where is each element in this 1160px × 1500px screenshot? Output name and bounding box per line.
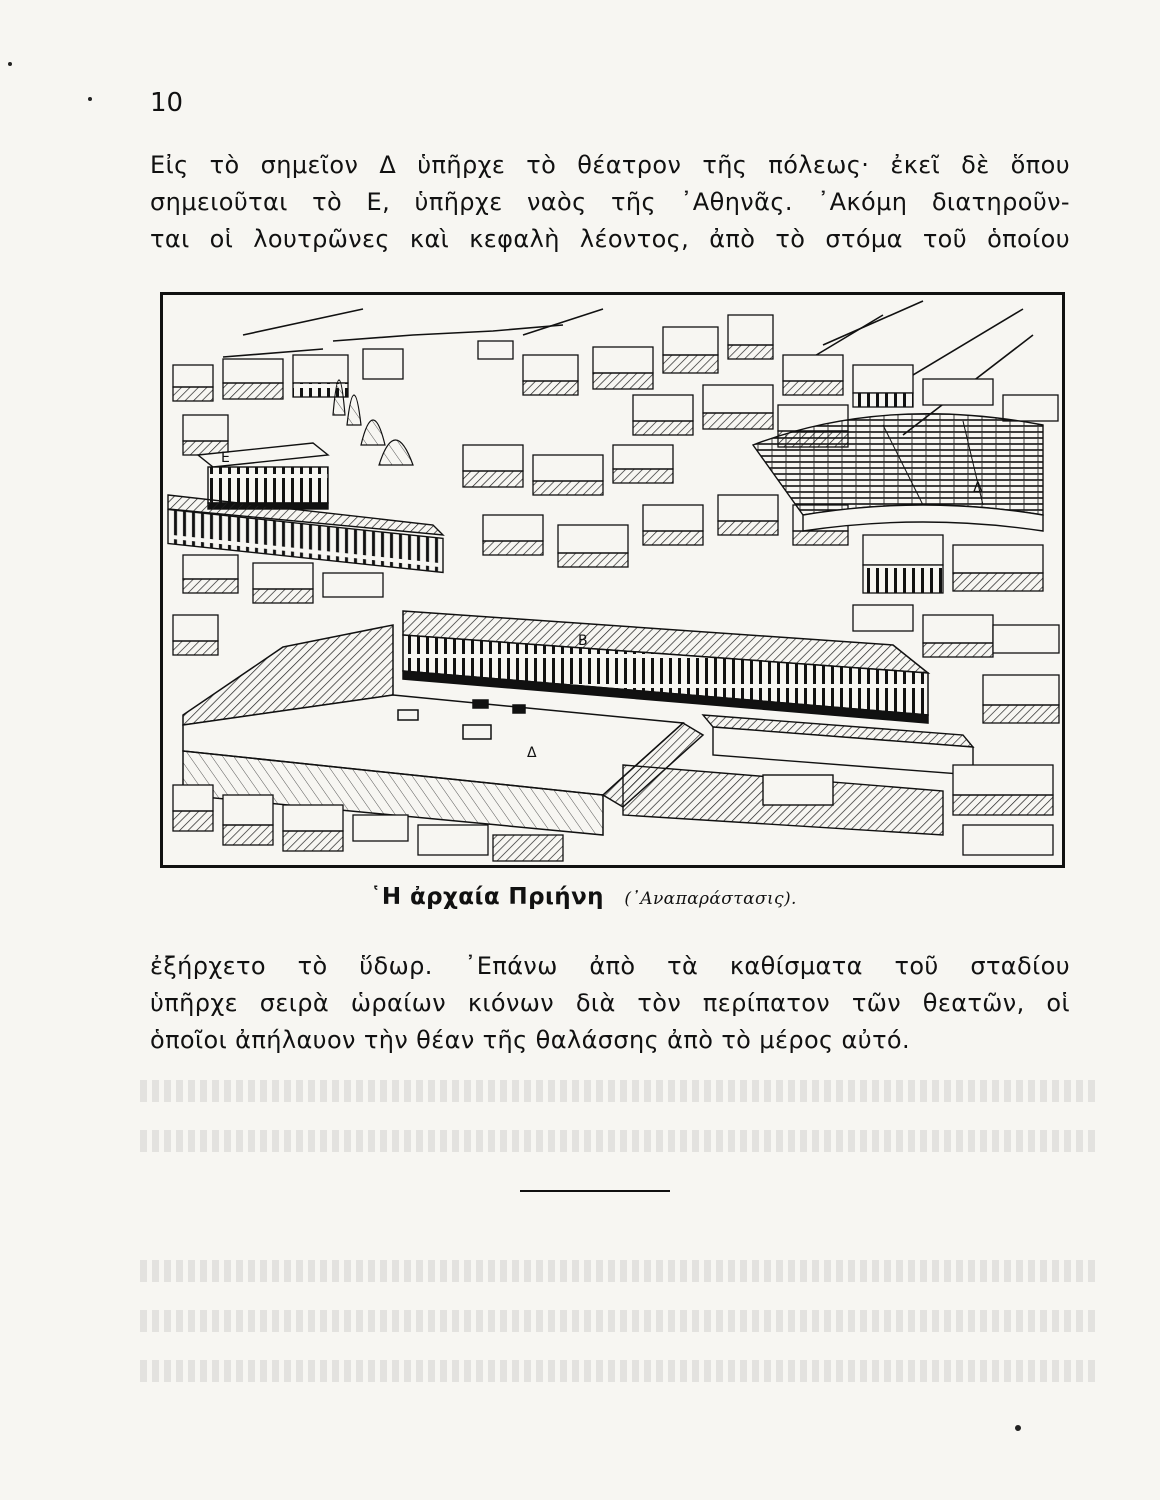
label-e: Ε — [221, 450, 230, 466]
temple-athena-drawing — [198, 443, 328, 509]
page-number: 10 — [150, 88, 184, 118]
margin-dot — [88, 97, 92, 101]
paragraph-top — [150, 147, 1070, 258]
text-line: Εἰς τὸ σημεῖον Δ ὑπῆρχε τὸ θέατρον τῆς πόλεως· ἐκεῖ δὲ ὅπου — [150, 151, 1070, 179]
show-through-texture — [140, 1080, 1100, 1102]
label-d-theatre: Δ — [973, 480, 983, 496]
margin-dot — [1015, 1425, 1021, 1431]
show-through-texture — [140, 1260, 1100, 1282]
text-line: σημειοῦται τὸ Ε, ὑπῆρχε ναὸς τῆς ᾽Αθηνᾶς. ᾽Ακόμη διατηροῦν- — [150, 188, 1070, 216]
figure-caption — [370, 884, 797, 910]
show-through-texture — [140, 1130, 1100, 1152]
show-through-texture — [140, 1360, 1100, 1382]
text-line: ὁποῖοι ἀπήλαυον τὴν θέαν τῆς θαλάσσης ἀπὸ τὸ μέρος αὐτό. — [150, 1026, 911, 1054]
label-d-agora: Δ — [527, 745, 537, 761]
priene-reconstruction-illustration — [160, 292, 1065, 868]
text-line: ἐξήρχετο τὸ ὕδωρ. ᾽Επάνω ἀπὸ τὰ καθίσματα τοῦ σταδίου — [150, 952, 1070, 980]
paragraph-bottom — [150, 948, 1070, 1059]
text-line: ὑπῆρχε σειρὰ ὡραίων κιόνων διὰ τὸν περίπατον τῶν θεατῶν, οἱ — [150, 989, 1070, 1017]
show-through-texture — [140, 1310, 1100, 1332]
label-b: Β — [578, 633, 588, 649]
caption-title: ῾Η ἀρχαία Πριήνη — [370, 884, 604, 910]
margin-dot — [8, 62, 12, 66]
caption-note: (᾽Αναπαράστασις). — [624, 889, 797, 909]
section-divider — [520, 1190, 670, 1192]
text-line: ται οἱ λουτρῶνες καὶ κεφαλὴ λέοντος, ἀπὸ τὸ στόμα τοῦ ὁποίου — [150, 225, 1070, 253]
